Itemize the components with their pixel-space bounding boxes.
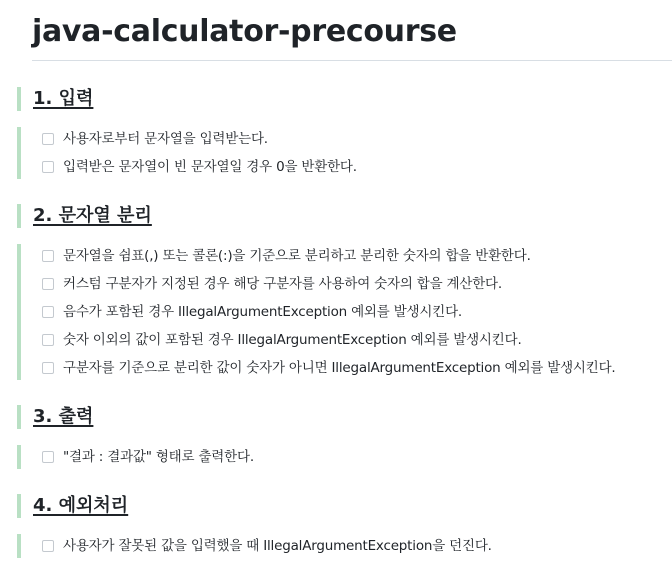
checklist-item-text: 음수가 포함된 경우 IllegalArgumentException 예외를 발생시킨다. <box>63 304 463 320</box>
section-output <box>0 405 672 465</box>
section-heading <box>0 87 672 113</box>
checklist-item-text: 숫자 이외의 값이 포함된 경우 IllegalArgumentException 예외를 발생시킨다. <box>63 332 522 348</box>
heading-accent-bar <box>17 87 21 111</box>
checklist-accent-bar <box>17 127 21 179</box>
checklist-item-text: 사용자로부터 문자열을 입력받는다. <box>63 131 268 147</box>
checkbox-unchecked-icon[interactable] <box>42 306 54 318</box>
section-input <box>0 87 672 175</box>
title-divider <box>32 60 672 61</box>
heading-accent-bar <box>17 204 21 228</box>
section-title: 2. 문자열 분리 <box>33 205 152 226</box>
checkbox-unchecked-icon[interactable] <box>42 133 54 145</box>
checklist-accent-bar <box>17 244 21 380</box>
checklist-accent-bar <box>17 445 21 469</box>
checklist-item-text: 사용자가 잘못된 값을 입력했을 때 IllegalArgumentException을 던진다. <box>63 538 492 554</box>
section-exception <box>0 494 672 554</box>
checklist-item-text: 입력받은 문자열이 빈 문자열일 경우 0을 반환한다. <box>63 159 357 175</box>
checkbox-unchecked-icon[interactable] <box>42 278 54 290</box>
page-title: java-calculator-precourse <box>32 14 457 49</box>
section-heading <box>0 405 672 431</box>
section-heading <box>0 494 672 520</box>
checkbox-unchecked-icon[interactable] <box>42 540 54 552</box>
section-heading <box>0 204 672 230</box>
checklist-item-text: 구분자를 기준으로 분리한 값이 숫자가 아니면 IllegalArgumentException 예외를 발생시킨다. <box>63 360 616 376</box>
checklist-item <box>42 302 462 322</box>
checklist-item-text: 커스텀 구분자가 지정된 경우 해당 구분자를 사용하여 숫자의 합을 계산한다. <box>63 276 502 292</box>
checklist-item <box>42 536 492 556</box>
checkbox-unchecked-icon[interactable] <box>42 250 54 262</box>
checklist-item <box>42 274 502 294</box>
checkbox-unchecked-icon[interactable] <box>42 451 54 463</box>
checklist-item <box>42 330 522 350</box>
checklist-accent-bar <box>17 534 21 558</box>
checkbox-unchecked-icon[interactable] <box>42 362 54 374</box>
checklist-item <box>42 358 616 378</box>
checkbox-unchecked-icon[interactable] <box>42 334 54 346</box>
section-split <box>0 204 672 376</box>
heading-accent-bar <box>17 405 21 429</box>
section-title: 1. 입력 <box>33 88 94 109</box>
checklist-item-text: "결과 : 결과값" 형태로 출력한다. <box>63 449 254 465</box>
checklist-item <box>42 129 268 149</box>
checklist-item-text: 문자열을 쉼표(,) 또는 콜론(:)을 기준으로 분리하고 분리한 숫자의 합을 반환한다. <box>63 248 531 264</box>
checkbox-unchecked-icon[interactable] <box>42 161 54 173</box>
heading-accent-bar <box>17 494 21 518</box>
section-title: 3. 출력 <box>33 406 94 427</box>
checklist-item <box>42 447 254 467</box>
checklist-item <box>42 157 357 177</box>
section-title: 4. 예외처리 <box>33 495 129 516</box>
checklist-item <box>42 246 531 266</box>
